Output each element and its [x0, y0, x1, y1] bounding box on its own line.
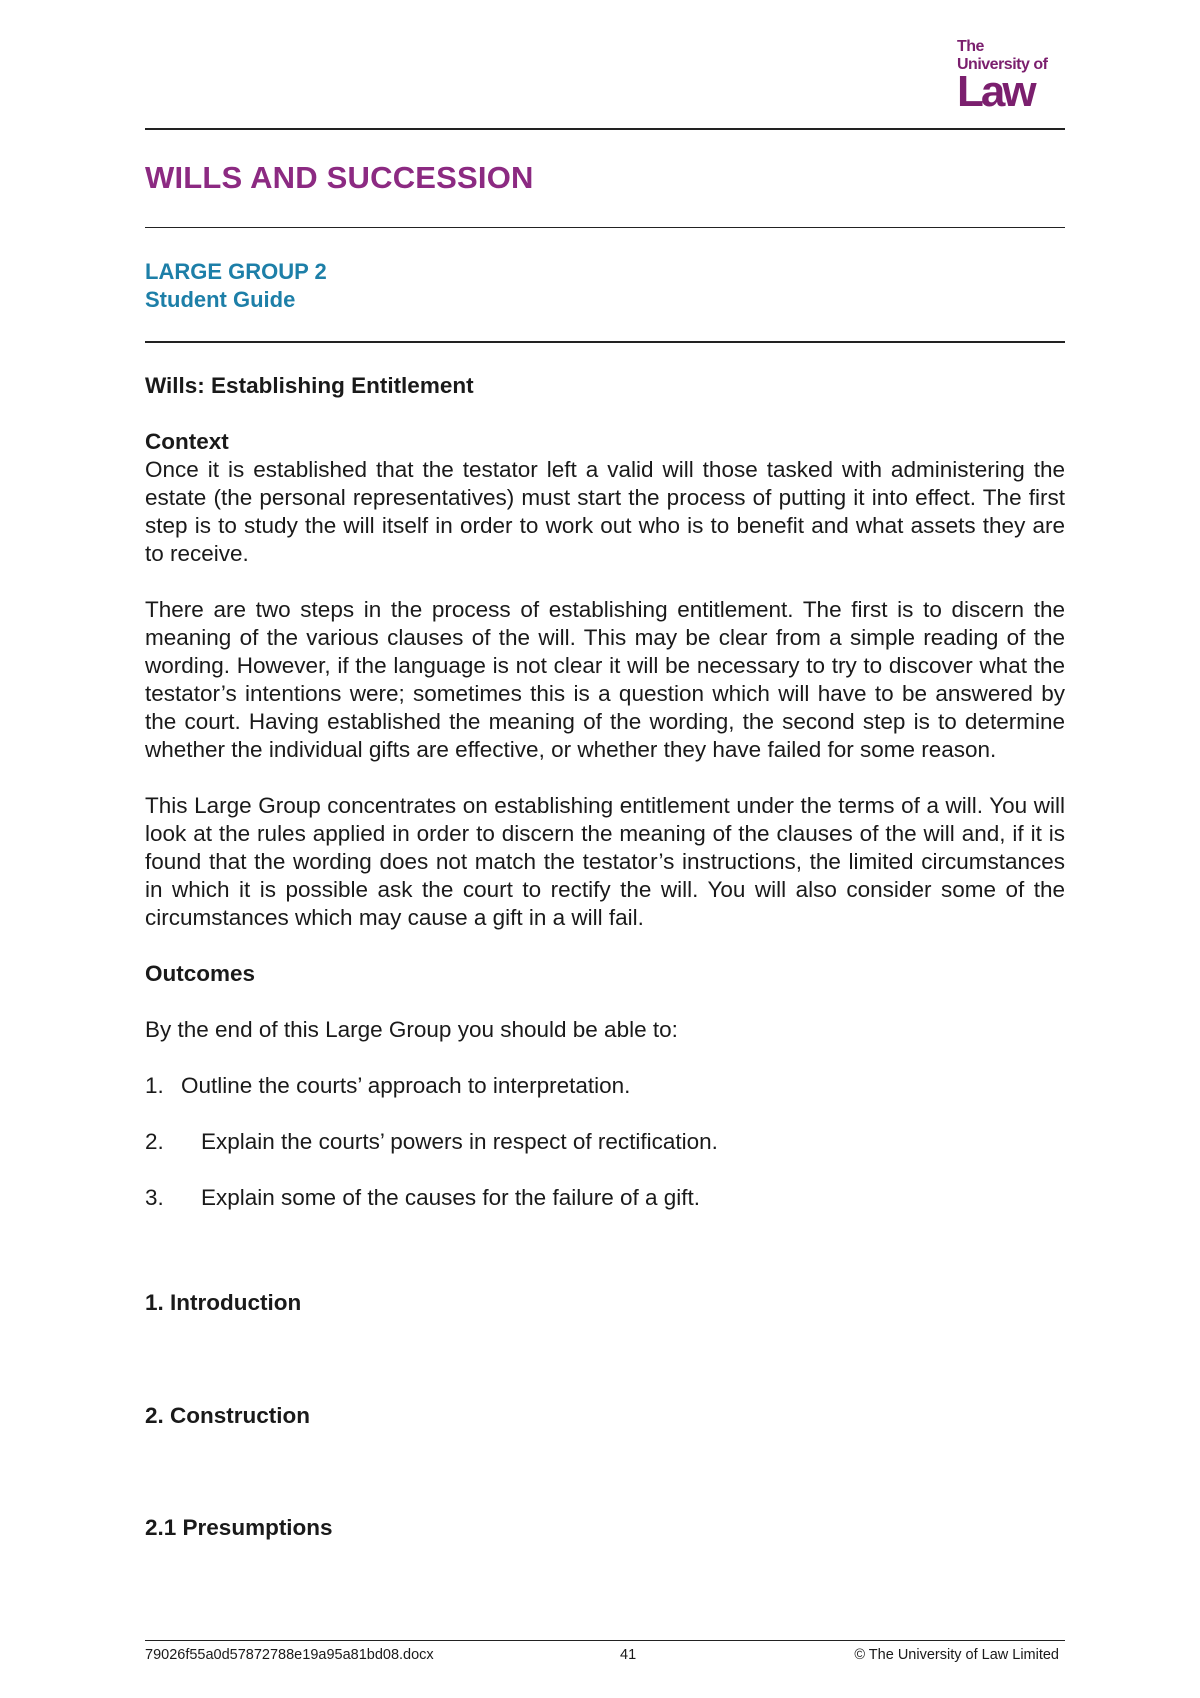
- header-rule-bottom: [145, 341, 1065, 343]
- context-paragraph-3: This Large Group concentrates on establishing entitlement under the terms of a will. You will look at the rules applied in order to discern the meaning of the clauses of the will and, if it is found that the wording does not match the testator’s instructions, the limited circumstances in which it is possible ask the court to rectify the will. You will also consider some of the circumstances which may cause a gift in a will fail.: [145, 793, 1065, 930]
- outcome-item: [145, 1184, 1065, 1212]
- footer-filename: 79026f55a0d57872788e19a95a81bd08.docx: [145, 1647, 434, 1663]
- footer-rule: [145, 1640, 1065, 1641]
- document-subtitle: [145, 258, 327, 314]
- outcome-item: [145, 1128, 1065, 1156]
- outcome-number: 3.: [145, 1185, 164, 1210]
- subtitle-line-1: LARGE GROUP 2: [145, 259, 327, 284]
- section-construction-heading: 2. Construction: [145, 1403, 311, 1428]
- context-paragraph-2: There are two steps in the process of establishing entitlement. The first is to discern the meaning of the various clauses of the will. This may be clear from a simple reading of the wording. However, if the language is not clear it will be necessary to try to discover what the testator’s intentions were; sometimes this is a question which will have to be answered by the court. Having established the meaning of the wording, the second step is to determine whether the individual gifts are effective, or whether they have failed for some reason.: [145, 597, 1065, 762]
- outcome-item: [145, 1072, 1065, 1100]
- document-body: [145, 372, 1065, 1240]
- logo-line-2: University of: [957, 56, 1048, 73]
- outcomes-intro: By the end of this Large Group you should be able to:: [145, 1017, 678, 1042]
- subtitle-line-2: Student Guide: [145, 287, 296, 312]
- header-rule-middle: [145, 227, 1065, 228]
- outcomes-list: [145, 1072, 1065, 1212]
- outcome-text: Outline the courts’ approach to interpretation.: [181, 1073, 631, 1098]
- logo-line-3: Law: [957, 67, 1034, 116]
- topic-heading: Wills: Establishing Entitlement: [145, 373, 474, 398]
- outcome-text: Explain the courts’ powers in respect of rectification.: [201, 1129, 718, 1154]
- university-of-law-logo: [957, 38, 1067, 116]
- footer-copyright: © The University of Law Limited: [854, 1647, 1059, 1663]
- logo-line-1: The: [957, 38, 984, 55]
- header-rule-top: [145, 128, 1065, 130]
- outcome-number: 1.: [145, 1073, 164, 1098]
- document-title: WILLS AND SUCCESSION: [145, 160, 534, 195]
- section-presumptions-heading: 2.1 Presumptions: [145, 1515, 333, 1540]
- context-heading: Context: [145, 429, 229, 454]
- outcome-text: Explain some of the causes for the failure of a gift.: [201, 1185, 701, 1210]
- section-introduction-heading: 1. Introduction: [145, 1290, 302, 1315]
- outcome-number: 2.: [145, 1129, 164, 1154]
- context-paragraph-1: Once it is established that the testator left a valid will those tasked with administering the estate (the personal representatives) must start the process of putting it into effect. The first step is to study the will itself in order to work out who is to benefit and what assets they are to receive.: [145, 457, 1065, 566]
- outcomes-heading: Outcomes: [145, 961, 256, 986]
- footer-page-number: 41: [620, 1647, 637, 1663]
